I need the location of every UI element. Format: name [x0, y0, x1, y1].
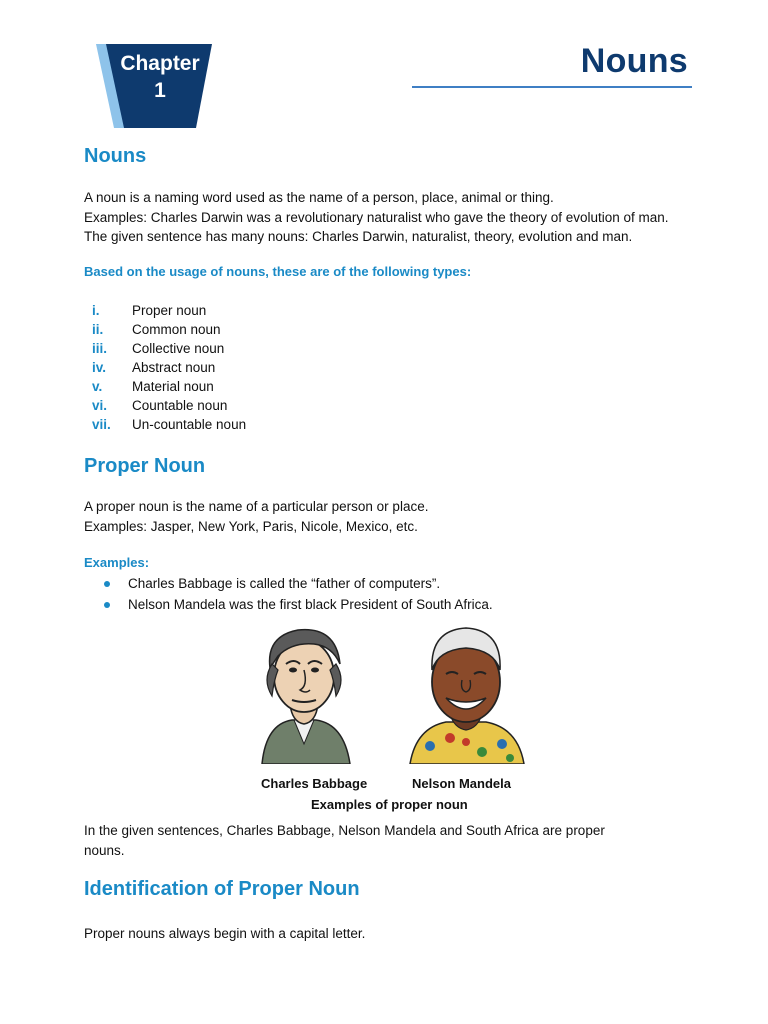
nouns-line-1: A noun is a naming word used as the name of a person, place, animal or thing. — [84, 190, 554, 205]
types-heading: Based on the usage of nouns, these are of the following types: — [84, 264, 472, 279]
figure-name-right: Nelson Mandela — [412, 776, 511, 791]
proper-noun-heading: Proper Noun — [84, 455, 206, 477]
chapter-number: 1 — [154, 79, 166, 102]
conclusion-line-1: In the given sentences, Charles Babbage, Nelson Mandela and South Africa are proper — [84, 823, 605, 838]
figure-name-left: Charles Babbage — [261, 776, 368, 791]
chapter-badge-text — [108, 50, 212, 104]
conclusion-line-2: nouns. — [84, 842, 125, 858]
conclusion-paragraph — [84, 821, 704, 860]
nouns-heading: Nouns — [84, 145, 147, 167]
proper-noun-line-2: Examples: Jasper, New York, Paris, Nicole, Mexico, etc. — [84, 518, 418, 534]
chapter-label: Chapter — [120, 52, 200, 75]
identification-text: Proper nouns always begin with a capital letter. — [84, 926, 366, 941]
nouns-line-3: The given sentence has many nouns: Charles Darwin, naturalist, theory, evolution and man. — [84, 229, 633, 244]
list-item: Nelson Mandela was the first black President of South Africa. — [104, 594, 493, 615]
proper-noun-line-1: A proper noun is the name of a particular person or place. — [84, 499, 429, 514]
title-underline — [412, 86, 692, 88]
list-item: ii. Common noun — [92, 322, 221, 337]
list-item: vii. Un-countable noun — [92, 417, 247, 432]
examples-heading: Examples: — [84, 555, 150, 570]
list-item: Charles Babbage is called the “father of computers”. — [104, 573, 493, 594]
nouns-line-2: Examples: Charles Darwin was a revolutionary naturalist who gave the theory of evolution of man. — [84, 209, 669, 225]
babbage-portrait-image — [252, 624, 356, 764]
proper-noun-paragraph — [84, 497, 704, 536]
list-item: v. Material noun — [92, 379, 214, 394]
mandela-portrait-image — [406, 624, 526, 764]
bullet-icon — [104, 602, 110, 608]
page-title: Nouns — [580, 42, 688, 80]
list-item: iv. Abstract noun — [92, 360, 216, 375]
nouns-paragraph — [84, 188, 704, 247]
figure-caption: Examples of proper noun — [311, 797, 468, 812]
bullet-icon — [104, 581, 110, 587]
list-item: vi. Countable noun — [92, 398, 228, 413]
identification-heading: Identification of Proper Noun — [84, 878, 360, 900]
list-item: iii. Collective noun — [92, 341, 225, 356]
chapter-badge — [90, 42, 214, 130]
examples-list — [104, 573, 493, 615]
list-item: i. Proper noun — [92, 303, 207, 318]
noun-types-list — [92, 301, 246, 434]
